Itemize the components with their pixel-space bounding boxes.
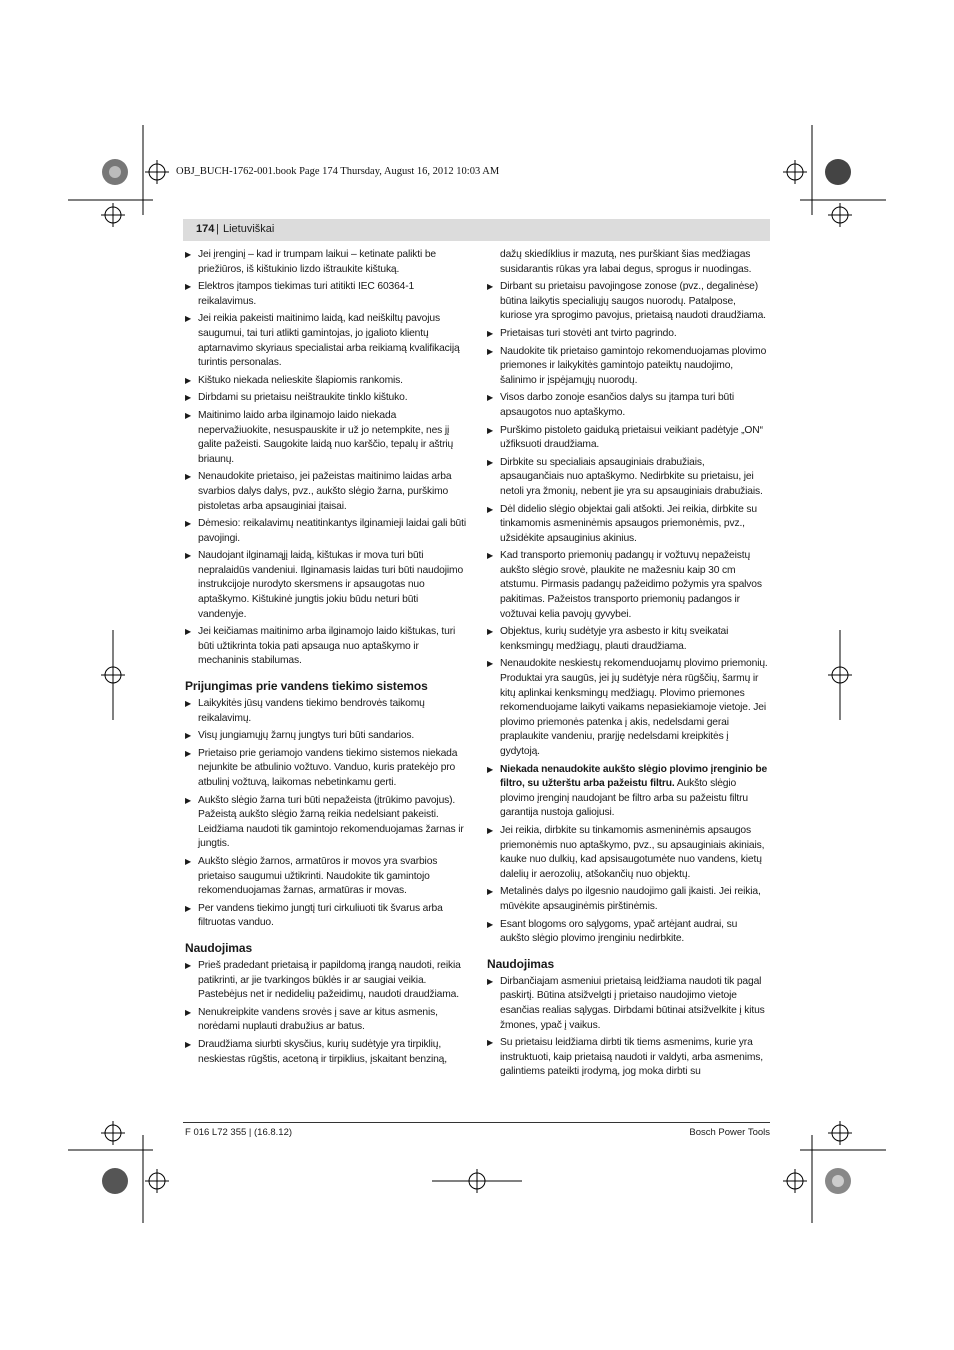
list-item-text: Draudžiama siurbti skysčius, kurių sudėtyje yra tirpiklių, neskiestas rūgštis, acetoną ir tirpiklius, įskaitant benziną,	[198, 1038, 447, 1065]
list-item-text: Dirbant su prietaisu pavojingose zonose (pvz., degalinėse) būtina laikytis specialiųjų saugos nuorodų. Patalpose, kuriose yra sprogimo pavojus, prietaisą naudoti draudžiama.	[500, 281, 766, 322]
bullet-arrow-icon: ▶	[185, 393, 192, 403]
bullet-arrow-icon: ▶	[487, 764, 494, 774]
bullet-arrow-icon: ▶	[487, 551, 494, 561]
list-item-text: Dėl didelio slėgio objektai gali atšokti. Jei reikia, dirbkite su tinkamomis asmeninėmis apsaugos priemonėmis, pvz., užsidėkite apsauginius akinius.	[500, 503, 757, 544]
bullet-arrow-icon: ▶	[487, 504, 494, 514]
bullet-arrow-icon: ▶	[487, 887, 494, 897]
list-item	[185, 517, 467, 546]
list-item	[487, 549, 769, 622]
list-item	[185, 470, 467, 514]
list-item	[185, 1038, 467, 1067]
list-item-text: Nenaudokite prietaiso, jei pažeistas maitinimo laidas arba svarbios dalys dalys, pvz., aukšto slėgio žarna, purškimo pistoletas arba apsauginiai įtaisai.	[198, 471, 452, 512]
bullet-arrow-icon: ▶	[185, 551, 192, 561]
list-item	[185, 248, 467, 277]
list-item	[487, 657, 769, 759]
list-item	[185, 391, 467, 406]
list-item-text: Maitinimo laido arba ilginamojo laido niekada nepervažiuokite, nesuspauskite ir už jo netempkite, nes jį galite pažeisti. Saugokite laidą nuo karščio, tepalų ir aštrių briaunų.	[198, 409, 454, 465]
list-item-text: Nenukreipkite vandens srovės į save ar kitus asmenis, norėdami nuplauti drabužius ar batus.	[198, 1006, 438, 1033]
bullet-arrow-icon: ▶	[487, 346, 494, 356]
right-safety-list	[487, 280, 769, 759]
list-item-text: Esant blogoms oro sąlygoms, ypač artėjant audrai, su aukšto slėgio plovimo įrenginiu nedirbkite.	[500, 918, 738, 945]
list-item	[487, 763, 769, 821]
list-item-text: Laikykitės jūsų vandens tiekimo bendrovės taikomų reikalavimų.	[198, 698, 425, 724]
bullet-arrow-icon: ▶	[185, 748, 192, 758]
filter-warning-list	[487, 763, 769, 821]
page-header	[183, 219, 770, 241]
list-item-text: Elektros įtampos tiekimas turi atitikti IEC 60364-1 reikalavimus.	[198, 281, 415, 307]
bullet-arrow-icon: ▶	[185, 519, 192, 529]
section-heading-water-supply: Prijungimas prie vandens tiekimo sistemos	[185, 679, 428, 694]
list-item-text: Jei keičiamas maitinimo arba ilginamojo laido kištukas, turi būti užtikrinta tokia pati apsauga nuo aptaškymo ir mechaninis stabilumas.	[198, 626, 456, 667]
bullet-arrow-icon: ▶	[487, 825, 494, 835]
list-item	[185, 729, 467, 744]
bullet-arrow-icon: ▶	[185, 1039, 192, 1049]
left-column	[185, 248, 467, 1070]
bullet-arrow-icon: ▶	[185, 410, 192, 420]
bullet-arrow-icon: ▶	[185, 856, 192, 866]
bullet-arrow-icon: ▶	[185, 375, 192, 385]
list-item-text: Purškimo pistoleto gaiduką prietaisui veikiant padėtyje „ON“ užfiksuoti draudžiama.	[500, 424, 763, 451]
list-item-text: Prietaiso prie geriamojo vandens tiekimo sistemos niekada nejunkite be atbulinio vožtuvo. Vanduo, kuris pratekėjo pro atbulinį vožtuvą, laikomas nebetinkamu gerti.	[198, 747, 458, 788]
list-item-text: Jei įrenginį – kad ir trumpam laikui – ketinate palikti be priežiūros, iš kištukinio lizdo ištraukite kištuką.	[198, 249, 436, 275]
bullet-arrow-icon: ▶	[185, 795, 192, 805]
list-item-text: Metalinės dalys po ilgesnio naudojimo gali įkaisti. Jei reikia, mūvėkite apsauginėmis pirštinėmis.	[500, 886, 761, 912]
list-item-text: Dirbdami su prietaisu neištraukite tinklo kištuko.	[198, 392, 408, 404]
water-supply-list	[185, 697, 467, 931]
list-item	[487, 503, 769, 547]
list-item	[487, 975, 769, 1033]
print-slug: OBJ_BUCH-1762-001.book Page 174 Thursday, August 16, 2012 10:03 AM	[176, 166, 500, 177]
list-item	[487, 918, 769, 947]
list-item	[185, 1006, 467, 1035]
bullet-arrow-icon: ▶	[487, 457, 494, 467]
list-item	[185, 409, 467, 467]
list-item-text: Aukšto slėgio žarna turi būti nepažeista (įtrūkimo pavojus). Pažeistą aukšto slėgio žarną reikia nedelsiant pakeisti. Leidžiama naudoti tik gamintojo rekomenduojamas žarnas ir jungtis.	[198, 794, 464, 850]
list-item	[487, 280, 769, 324]
list-item	[487, 391, 769, 420]
bullet-arrow-icon: ▶	[487, 659, 494, 669]
filter-warning-strong: Niekada nenaudokite aukšto slėgio plovimo įrenginio be filtro, su užterštu arba pažeistu filtru.	[500, 763, 768, 790]
list-item	[185, 697, 467, 726]
list-item-text: Naudojant ilginamąjį laidą, kištukas ir mova turi būti nepralaidūs vandeniui. Ilginamasis laidas turi būti naudojimo instrukcijoje nurodyto skersmens ir apsaugotas nuo aptaškymo. Kištukinė jungtis jokiu būdu neturi būti vandenyje.	[198, 550, 464, 620]
bullet-arrow-icon: ▶	[487, 282, 494, 292]
usage-list-right	[487, 975, 769, 1080]
bullet-arrow-icon: ▶	[185, 699, 192, 709]
list-item-text: Jei reikia, dirbkite su tinkamomis asmeninėmis apsaugos priemonėmis nuo aptaškymo, pvz., su apsauginiais akiniais, kauke nuo dulkių, kad apsisaugotumėte nuo vandens, kietų dalelių ir aerozolių, atšokančių nuo objektų.	[500, 824, 765, 880]
list-item	[487, 327, 769, 342]
list-item-text: Objektus, kurių sudėtyje yra asbesto ir kitų sveikatai kenksmingų medžiagų, plauti draudžiama.	[500, 626, 729, 652]
list-item-text: Su prietaisu leidžiama dirbti tik tiems asmenims, kurie yra instruktuoti, kaip prietaisą naudoti ir valdyti, arba asmenims, galintiems pateikti įrodymą, jog moka dirbti su	[500, 1037, 763, 1078]
list-item	[185, 747, 467, 791]
list-item	[487, 625, 769, 654]
list-item-text: Dėmesio: reikalavimų neatitinkantys ilginamieji laidai gali būti pavojingi.	[198, 518, 466, 544]
list-item-text: Visų jungiamųjų žarnų jungtys turi būti sandarios.	[198, 730, 415, 742]
page-number: 174	[196, 223, 215, 235]
list-item-text: Kištuko niekada nelieskite šlapiomis rankomis.	[198, 374, 403, 386]
bullet-arrow-icon: ▶	[487, 393, 494, 403]
header-language: Lietuviškai	[223, 223, 275, 235]
list-item	[487, 1036, 769, 1080]
list-item-text: Nenaudokite neskiestų rekomenduojamų plovimo priemonių. Produktai yra saugūs, jei jų sudėtyje nėra rūgščių, šarmų ir kitų aplinkai kenksmingų medžiagų. Plovimo priemones rekomenduojame laikyti vaikams nepasiekiamoje vietoje. Jei plovimo priemonės patenka į akis, nedelsdami gerai praplaukite vandeniu, prarįję nedelsdami kreipkitės į gydytoją.	[500, 658, 768, 757]
bullet-arrow-icon: ▶	[185, 903, 192, 913]
right-column	[487, 248, 769, 1083]
list-item	[185, 625, 467, 669]
list-item-text: Dirbančiajam asmeniui prietaisą leidžiama naudoti tik pagal paskirtį. Būtina atsižvelgti į prietaiso naudojimo vietoje esančias realias sąlygas. Dirbdami būtinai atsižvelkite į kitus žmones, ypač į vaikus.	[500, 975, 765, 1031]
list-item-text: Visos darbo zonoje esančios dalys su įtampa turi būti apsaugotos nuo aptaškymo.	[500, 392, 734, 418]
list-item-text: Prieš pradedant prietaisą ir papildomą įrangą naudoti, reikia patikrinti, ar jie tvarkingos būklės ir ar saugiai veikia. Pastebėjus net ir nedidelių pažeidimų, naudoti draudžiama.	[198, 959, 461, 1001]
footer-brand: Bosch Power Tools	[689, 1127, 770, 1138]
list-item	[185, 549, 467, 622]
list-item-text: Aukšto slėgio žarnos, armatūros ir movos yra svarbios prietaiso saugumui užtikrinti. Naudokite tik gamintojo rekomenduojamas žarnas, armatūras ir movas.	[198, 855, 438, 897]
list-item	[487, 424, 769, 453]
bullet-arrow-icon: ▶	[185, 1007, 192, 1017]
section-heading-usage-right: Naudojimas	[487, 956, 555, 971]
bullet-arrow-icon: ▶	[487, 919, 494, 929]
usage-list	[185, 959, 467, 1067]
bullet-arrow-icon: ▶	[487, 425, 494, 435]
right-safety-list-cont	[487, 824, 769, 947]
bullet-arrow-icon: ▶	[185, 627, 192, 637]
list-item	[185, 855, 467, 899]
list-item	[185, 794, 467, 852]
list-item-text: Jei reikia pakeisti maitinimo laidą, kad neiškiltų pavojus saugumui, tai turi atlikti gamintojas, jo įgalioto klientų aptarnavimo skyriaus specialistai arba reikiamą kvalifikaciją turintis personalas.	[198, 313, 460, 369]
bullet-arrow-icon: ▶	[185, 250, 192, 259]
list-item-text: Prietaisas turi stovėti ant tvirto pagrindo.	[500, 327, 677, 339]
footer-doc-code: F 016 L72 355 | (16.8.12)	[185, 1127, 293, 1138]
list-item-text: Kad transporto priemonių padangų ir vožtuvų nepažeistų aukšto slėgio srovė, plaukite ne mažesniu kaip 30 cm atstumu. Pirmasis padangų pažeidimo požymis yra spalvos pakitimas. Pažeistos transporto priemonių padangos ir vožtuvai kelia pavojų gyvybei.	[500, 550, 762, 620]
footer-rule	[183, 1122, 770, 1123]
bullet-arrow-icon: ▶	[487, 976, 494, 986]
left-intro-list	[185, 248, 467, 669]
filter-warning-rest: Aukšto slėgio plovimo įrenginį naudojant be filtro arba su pažeistu filtru garantija nustoja galiojusi.	[500, 778, 748, 819]
list-item	[487, 885, 769, 914]
list-item	[487, 824, 769, 882]
list-item	[487, 456, 769, 500]
section-heading-usage: Naudojimas	[185, 940, 253, 955]
bullet-arrow-icon: ▶	[185, 472, 192, 482]
list-item	[487, 345, 769, 389]
bullet-arrow-icon: ▶	[487, 328, 494, 338]
bullet-arrow-icon: ▶	[185, 282, 192, 292]
bullet-arrow-icon: ▶	[487, 627, 494, 637]
list-item-text: Dirbkite su specialiais apsauginiais drabužiais, apsaugančiais nuo aptaškymo. Nedirbkite su prietaisu, jei netoli yra žmonių, nebent jie yra su apsauginiais drabužiais.	[500, 456, 763, 497]
list-item	[185, 374, 467, 389]
list-item	[185, 959, 467, 1003]
list-item	[185, 312, 467, 370]
bullet-arrow-icon: ▶	[185, 314, 192, 324]
bullet-arrow-icon: ▶	[185, 960, 192, 970]
list-item	[185, 280, 467, 309]
header-separator: |	[216, 223, 219, 235]
list-item-text: Naudokite tik prietaiso gamintojo rekomenduojamas plovimo priemones ir laikykitės gamintojo pateiktų naudojimo, šalinimo ir įspėjamųjų nuorodų.	[500, 345, 767, 386]
list-item-text: Per vandens tiekimo jungtį turi cirkuliuoti tik švarus arba filtruotas vanduo.	[198, 902, 443, 929]
bullet-arrow-icon: ▶	[487, 1038, 494, 1048]
list-item	[185, 902, 467, 931]
bullet-arrow-icon: ▶	[185, 731, 192, 741]
continued-text: dažų skiedíklius ir mazutą, nes purškiant šias medžiagas susidarantis rūkas yra labai degus, sprogus ir nuodingas.	[500, 249, 752, 275]
